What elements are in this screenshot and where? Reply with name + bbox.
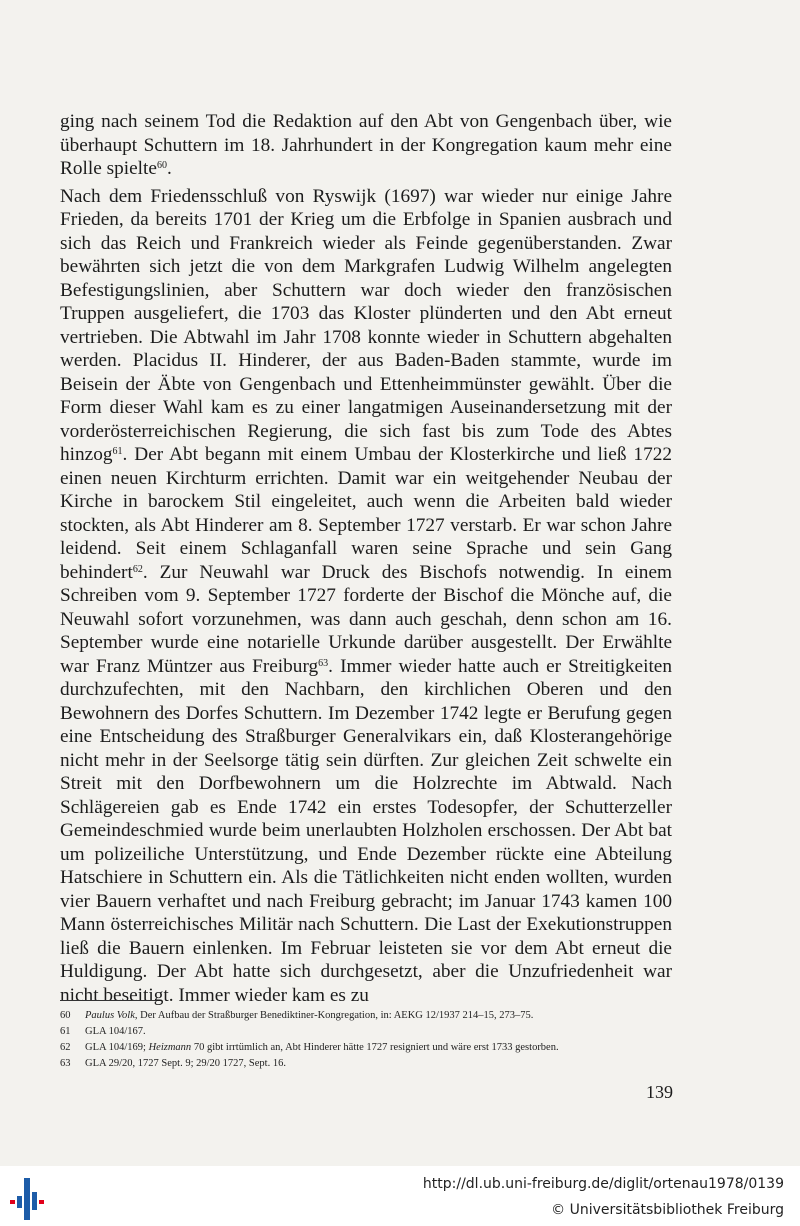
- body-text: [60, 110, 672, 1007]
- footnote-number: 61: [60, 1026, 71, 1037]
- author-name: Heizmann: [148, 1042, 192, 1053]
- footnote-text: , Der Aufbau der Straßburger Benediktiner-Kongregation, in: AEKG 12/1937 214–15, 273–75.: [134, 1010, 534, 1021]
- footnote-text: GLA 104/169;: [85, 1042, 149, 1053]
- text-run: .: [166, 158, 172, 179]
- footnote-reference[interactable]: 61: [112, 446, 123, 457]
- text-run: Nach dem Friedensschluß von Ryswijk (1697) war wieder nur einige Jahre Frieden, da bereits 1701 der Krieg um die Erbfolge in Spanien ausbrach und sich das Reich und Frankreich wieder als Feinde gegenüberstanden. Zwar bewährten sich jetzt die von dem Markgrafen Ludwig Wilhelm angelegten Befestigungslinien, aber Schuttern war doch wieder den französischen Truppen ausgeliefert, die 1703 das Kloster plünderten und den Abt erneut vertrieben. Die Abtwahl im Jahr 1708 konnte wieder in Schuttern abgehalten werden. Placidus II. Hinderer, der aus Baden-Baden stammte, wurde im Beisein der Äbte von Gengenbach und Ettenheimmünster gewählt. Über die Form dieser Wahl kam es zu einer langatmigen Auseinandersetzung mit der vorderösterreichischen Regierung, die sich fast bis zum Tode des Abtes hinzog: [60, 185, 672, 465]
- author-name: Paulus Volk: [85, 1010, 135, 1021]
- footnote-number: 62: [60, 1042, 71, 1053]
- text-run: . Der Abt begann mit einem Umbau der Klosterkirche und ließ 1722 einen neuen Kirchturm errichten. Damit war ein weitgehender Neubau der Kirche in barockem Stil eingeleitet, auch wenn die Arbeiten bald wieder stockten, als Abt Hinderer am 8. September 1727 verstarb. Er war schon Jahre leidend. Seit einem Schlaganfall waren seine Sprache und sein Gang behindert: [60, 444, 672, 583]
- footnote: [60, 1040, 700, 1056]
- footnote-text: GLA 29/20, 1727 Sept. 9; 29/20 1727, Sept. 16.: [85, 1058, 286, 1069]
- footnote-number: 60: [60, 1010, 71, 1021]
- text-run: . Zur Neuwahl war Druck des Bischofs notwendig. In einem Schreiben vom 9. September 1727 forderte der Bischof die Mönche auf, die Neuwahl sofort vorzunehmen, was dann auch geschah, denn schon am 16. September wurde eine notarielle Urkunde darüber ausgestellt. Der Erwählte war Franz Müntzer aus Freiburg: [60, 561, 672, 677]
- body-paragraph: [60, 185, 672, 1008]
- footnote-reference[interactable]: 62: [132, 563, 143, 575]
- footnote: [60, 1056, 700, 1072]
- text-run: ging nach seinem Tod die Redaktion auf den Abt von Gengenbach über, wie überhaupt Schuttern im 18. Jahrhundert in der Kongregation kaum mehr eine Rolle spielte: [60, 111, 672, 179]
- footnote-text: 70 gibt irrtümlich an, Abt Hinderer hätte 1727 resigniert und wäre erst 1733 gestorben.: [191, 1042, 559, 1053]
- footnote-number: 63: [60, 1058, 71, 1069]
- footer-bar: [0, 1166, 800, 1226]
- ub-freiburg-logo-icon: [10, 1178, 50, 1220]
- text-run: . Immer wieder hatte auch er Streitigkeiten durchzufechten, mit den Nachbarn, den kirchlichen Oberen und den Bewohnern des Dorfes Schuttern. Im Dezember 1742 legte er Berufung gegen eine Entscheidung des Straßburger Generalvikars ein, daß Klosterangehörige nicht mehr in der Seelsorge tätig sein dürften. Zur gleichen Zeit schwelte ein Streit mit den Dorfbewohnern um die Holzrechte im Abtwald. Nach Schlägereien gab es Ende 1742 ein erstes Todesopfer, der Schutterzeller Gemeindeschmied wurde beim unerlaubten Holzholen erschossen. Der Abt bat um polizeiliche Unterstützung, und Ende Dezember rückte eine Abteilung Hatschiere in Schuttern ein. Als die Tätlichkeiten nicht enden wollten, wurden vier Bauern verhaftet und nach Freiburg gebracht; im Januar 1743 kamen 100 Mann österreichisches Militär nach Schuttern. Die Last der Exekutionstruppen ließ die Bauern einlenken. Im Februar leisteten sie vor dem Abt erneut die Huldigung. Der Abt hatte sich durchgesetzt, aber die Unzufriedenheit war nicht beseitigt. Immer wieder kam es zu: [60, 655, 672, 1006]
- footnotes: [60, 1008, 700, 1072]
- footnote: [60, 1024, 700, 1040]
- footnote-reference[interactable]: 60: [156, 160, 167, 171]
- footnote-rule: [60, 1000, 156, 1001]
- footnote: [60, 1008, 700, 1024]
- body-paragraph: [60, 110, 672, 181]
- copyright-notice: © Universitätsbibliothek Freiburg: [551, 1202, 784, 1218]
- source-url-link[interactable]: http://dl.ub.uni-freiburg.de/diglit/ortenau1978/0139: [422, 1176, 784, 1192]
- footnote-reference[interactable]: 63: [318, 657, 329, 669]
- page-number: 139: [646, 1082, 673, 1102]
- footnote-text: GLA 104/167.: [85, 1026, 146, 1037]
